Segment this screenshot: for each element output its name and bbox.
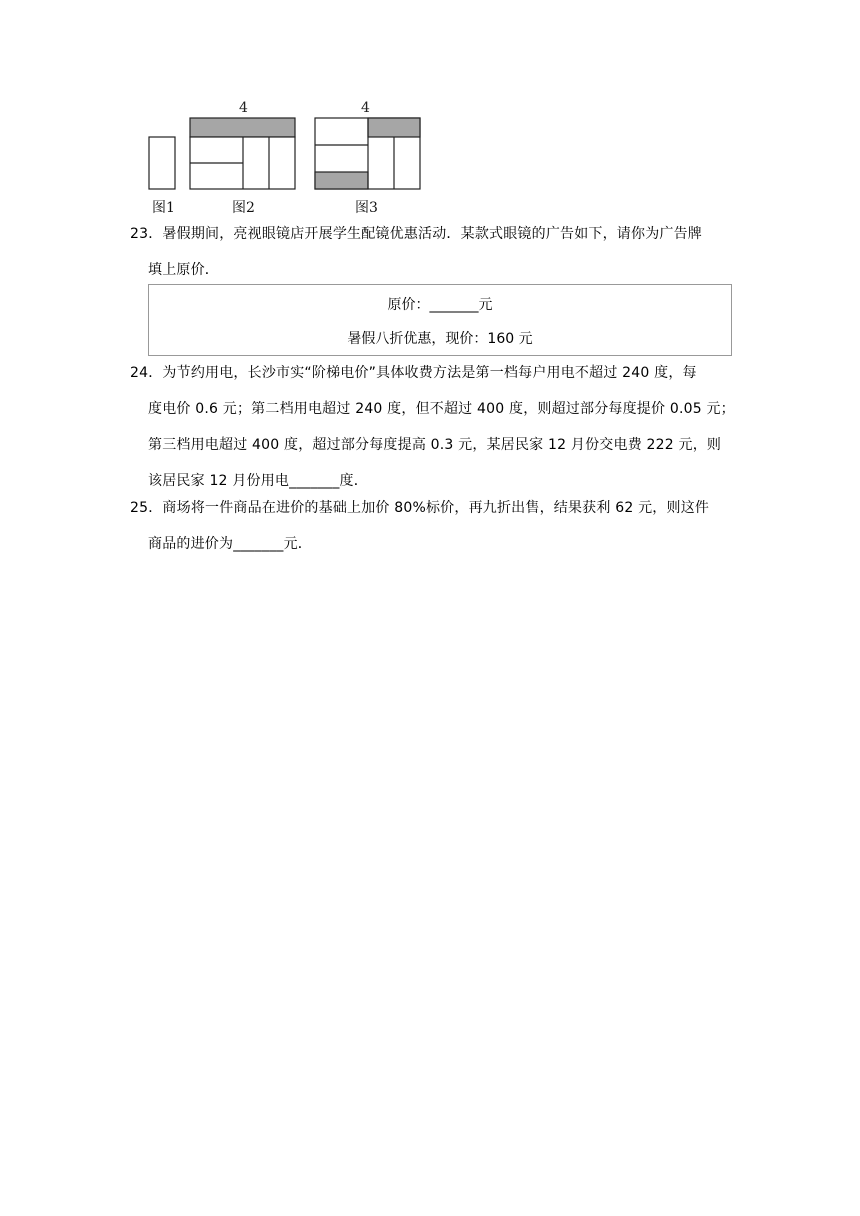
q23-line-2: 填上原价． xyxy=(148,262,219,278)
q24-line-3: 第三档用电超过 400 度，超过部分每度提高 0.3 元，某居民家 12 月份交电费 222 元，则 xyxy=(148,437,722,453)
figure-group xyxy=(146,100,436,218)
q24-line-2: 度电价 0.6 元；第二档用电超过 240 度，但不超过 400 度，则超过部分每度提价 0.05 元； xyxy=(148,401,735,417)
advertisement-box xyxy=(148,284,732,356)
fig3-caption: 图3 xyxy=(355,200,378,216)
question-24 xyxy=(130,355,740,499)
fig2-width-label: 4 xyxy=(239,100,248,116)
q23-line-1: 23．暑假期间，亮视眼镜店开展学生配镜优惠活动．某款式眼镜的广告如下，请你为广告牌 xyxy=(130,226,703,242)
fig3-width-label: 4 xyxy=(361,100,370,116)
fig3-shaded-bottom-left xyxy=(315,172,368,189)
q25-line-2: 商品的进价为_______元． xyxy=(148,536,312,552)
fig1-caption: 图1 xyxy=(152,200,175,216)
fig3-shaded-top-right xyxy=(368,118,420,137)
q24-line-1: 24．为节约用电，长沙市实“阶梯电价”具体收费方法是第一档每户用电不超过 240 度，每 xyxy=(130,365,697,381)
question-23 xyxy=(130,216,740,288)
ad-original-price: 原价：_______元 xyxy=(387,297,493,313)
ad-discount-price: 暑假八折优惠，现价：160 元 xyxy=(347,331,533,347)
q24-line-4: 该居民家 12 月份用电_______度． xyxy=(148,473,368,489)
fig1-rect xyxy=(149,137,175,189)
fig2-shaded-top xyxy=(190,118,295,137)
figures-drawing xyxy=(146,100,436,196)
fig3-drawing xyxy=(315,118,420,189)
fig2-drawing xyxy=(190,118,295,189)
question-25 xyxy=(130,490,740,562)
q25-line-1: 25．商场将一件商品在进价的基础上加价 80%标价，再九折出售，结果获利 62 元，则这件 xyxy=(130,500,710,516)
fig2-caption: 图2 xyxy=(232,200,255,216)
